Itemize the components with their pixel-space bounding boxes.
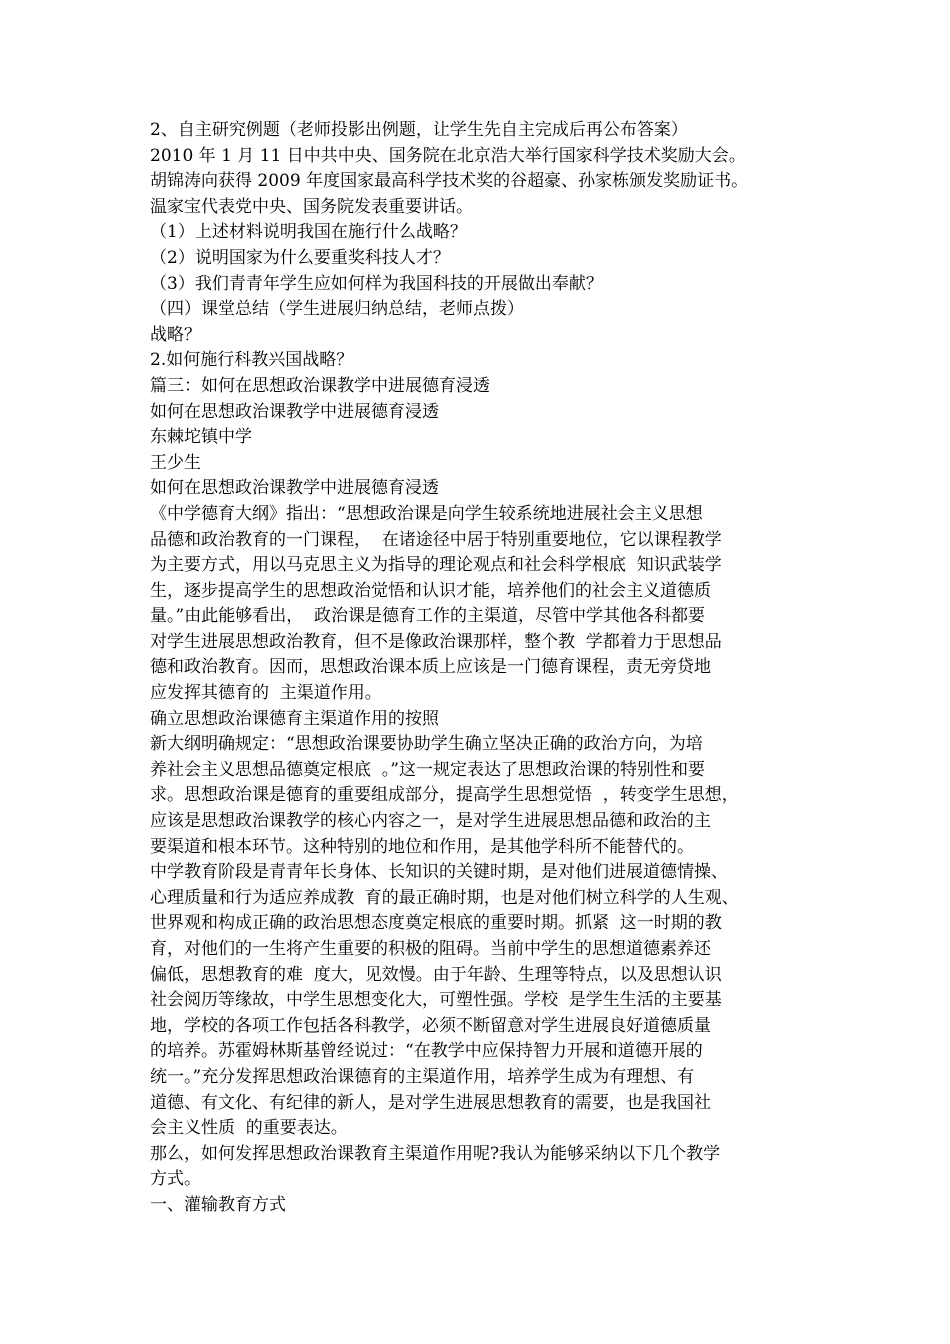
question-line: （3）我们青青年学生应如何样为我国科技的开展做出奉献？ [150,273,603,294]
article-subtitle: 如何在思想政治课教学中进展德育浸透 [150,478,439,499]
text-line: 新大纲明确规定：“思想政治课要协助学生确立坚决正确的政治方向，为培 [150,734,703,755]
section-heading: 确立思想政治课德育主渠道作用的按照 [150,708,439,729]
text-line: 为主要方式，用以马克思主义为指导的理论观点和社会科学根底 知识武装学 [150,555,722,576]
text-line: 世界观和构成正确的政治思想态度奠定根底的重要时期。抓紧 这一时期的教 [150,913,722,934]
text-line: 要渠道和根本环节。这种特别的地位和作用，是其他学科所不能替代的。 [150,836,694,857]
text-line: 统一。”充分发挥思想政治课德育的主渠道作用，培养学生成为有理想、有 [150,1066,695,1087]
text-line: 《中学德育大纲》指出：“思想政治课是向学生较系统地进展社会主义思想 [150,503,703,524]
text-line: 方式。 [150,1169,201,1190]
text-line: 养社会主义思想品德奠定根底 。”这一规定表达了思想政治课的特别性和要 [150,759,705,780]
text-line: 偏低，思想教育的难 度大，见效慢。由于年龄、生理等特点，以及思想认识 [150,964,722,985]
text-line: 中学教育阶段是青青年长身体、长知识的关键时期，是对他们进展道德情操、 [150,862,728,883]
article-heading: 篇三：如何在思想政治课教学中进展德育浸透 [150,375,490,396]
text-line: 育，对他们的一生将产生重要的积极的阻碍。当前中学生的思想道德素养还 [150,939,711,959]
article-title: 如何在思想政治课教学中进展德育浸透 [150,401,439,422]
text-line: 心理质量和行为适应养成教 育的最正确时期，也是对他们树立科学的人生观、 [150,887,739,908]
section-heading: 一、灌输教育方式 [150,1194,286,1215]
text-line: 会主义性质 的重要表达。 [150,1118,348,1139]
section-heading: （四）课堂总结（学生进展归纳总结，老师点拨） [150,299,524,320]
text-line: 的培养。苏霍姆林斯基曾经说过：“在教学中应保持智力开展和道德开展的 [150,1041,703,1062]
text-line: 胡锦涛向获得 2009 年度国家最高科学技术奖的谷超豪、孙家栋颁发奖励证书。 [150,171,749,192]
text-line: 2.如何施行科教兴国战略？ [150,350,354,371]
text-line: 对学生进展思想政治教育，但不是像政治课那样，整个教 学都着力于思想品 [150,631,722,652]
text-line: 应该是思想政治课教学的核心内容之一，是对学生进展思想品德和政治的主 [150,811,711,832]
text-line: 2、自主研究例题（老师投影出例题，让学生先自主完成后再公布答案） [150,120,688,140]
text-line: 那么，如何发挥思想政治课教育主渠道作用呢?我认为能够采纳以下几个教学 [150,1143,721,1164]
question-line: （1）上述材料说明我国在施行什么战略？ [150,222,467,243]
text-line: 德和政治教育。因而，思想政治课本质上应该是一门德育课程，责无旁贷地 [150,657,711,678]
text-line: 地，学校的各项工作包括各科教学，必须不断留意对学生进展良好道德质量 [150,1015,711,1036]
text-line: 温家宝代表党中央、国务院发表重要讲话。 [150,196,473,217]
author-school: 东棘坨镇中学 [150,427,252,448]
text-line: 道德、有文化、有纪律的新人，是对学生进展思想教育的需要，也是我国社 [150,1092,711,1113]
text-line: 量。”由此能够看出， 政治课是德育工作的主渠道，尽管中学其他各科都要 [150,606,705,627]
text-line: 2010 年 1 月 11 日中共中央、国务院在北京浩大举行国家科学技术奖励大会。 [150,145,746,166]
text-line: 社会阅历等缘故，中学生思想变化大，可塑性强。学校 是学生生活的主要基 [150,990,722,1011]
author-name: 王少生 [150,452,201,473]
text-line: 应发挥其德育的 主渠道作用。 [150,683,382,704]
text-line: 求。思想政治课是德育的重要组成部分，提高学生思想觉悟 ，转变学生思想， [150,785,739,806]
text-line: 生，逐步提高学生的思想政治觉悟和认识才能，培养他们的社会主义道德质 [150,580,711,601]
text-line: 战略？ [150,324,201,345]
document-page [150,118,810,1219]
question-line: （2）说明国家为什么要重奖科技人才？ [150,247,450,268]
text-line: 品德和政治教育的一门课程， 在诸途径中居于特别重要地位，它以课程教学 [150,529,722,550]
